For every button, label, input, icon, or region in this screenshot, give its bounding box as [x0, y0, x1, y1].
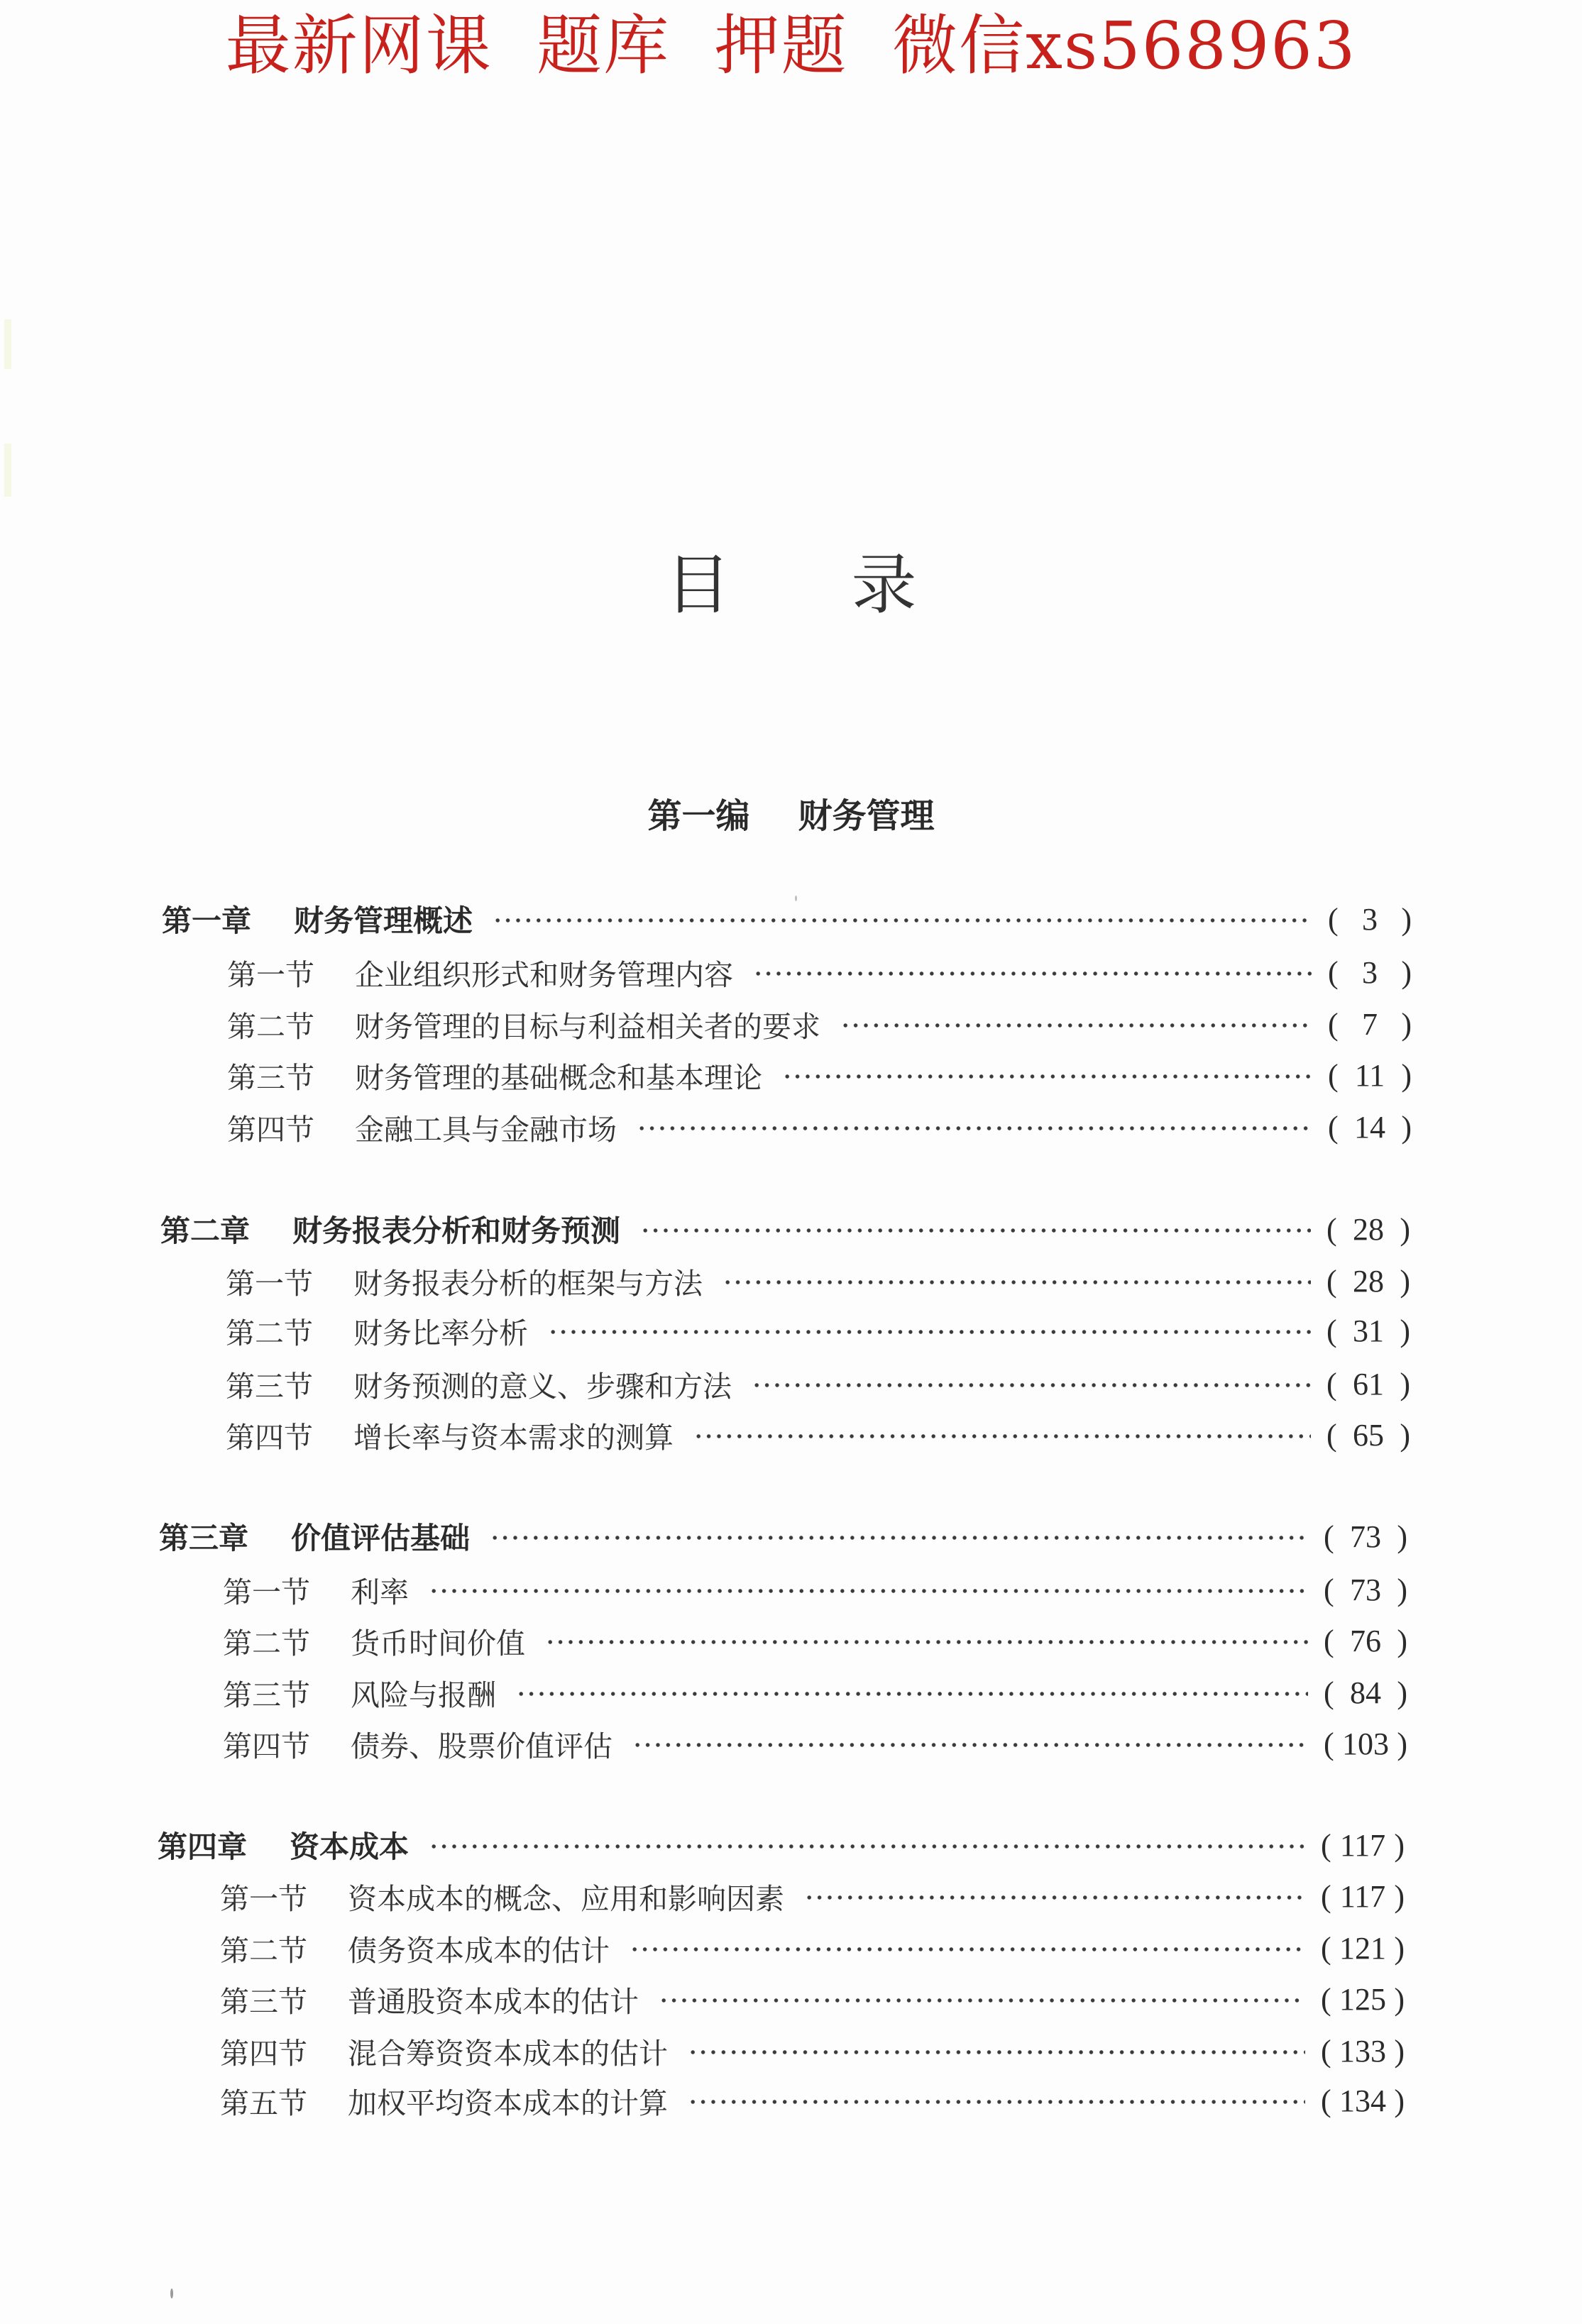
dot-leader	[723, 1279, 1311, 1285]
toc-section[interactable]	[220, 1925, 1405, 1971]
section-title: 货币时间价值	[351, 1626, 525, 1661]
chapter-title: 价值评估基础	[291, 1521, 471, 1555]
toc-section[interactable]	[223, 1567, 1407, 1612]
section-title: 普通股资本成本的估计	[348, 1984, 639, 2019]
toc-heading-char-2: 录	[851, 547, 917, 623]
dot-leader	[516, 1691, 1308, 1697]
section-number: 第四节	[223, 1729, 310, 1763]
section-title: 企业组织形式和财务管理内容	[355, 957, 733, 992]
toc-section[interactable]	[226, 1361, 1410, 1406]
page-ref: ( 3 )	[1328, 954, 1412, 990]
chapter-title: 资本成本	[290, 1829, 410, 1864]
toc-chapter-3[interactable]	[159, 1514, 1407, 1559]
dot-leader	[630, 1946, 1305, 1952]
page-ref: ( 7 )	[1328, 1006, 1412, 1042]
section-number: 第二节	[227, 1009, 314, 1044]
page-ref: ( 28 )	[1326, 1211, 1410, 1247]
toc-section[interactable]	[220, 1976, 1405, 2022]
toc-section[interactable]	[223, 1618, 1407, 1663]
toc-section[interactable]	[223, 1721, 1407, 1766]
toc-section[interactable]	[220, 2028, 1405, 2074]
toc-section[interactable]	[223, 1670, 1407, 1715]
section-number: 第一节	[220, 1881, 307, 1916]
page-ref: ( 73 )	[1324, 1519, 1407, 1554]
section-title: 加权平均资本成本的计算	[348, 2086, 668, 2120]
page-ref: ( 76 )	[1324, 1623, 1407, 1658]
watermark-banner: 最新网课 题库 押题 微信xs568963	[225, 8, 1357, 84]
page-ref: ( 28 )	[1326, 1263, 1410, 1299]
toc-heading	[0, 546, 1582, 624]
section-title: 资本成本的概念、应用和影响因素	[348, 1881, 784, 1916]
page-number: 3	[1362, 901, 1378, 937]
page-number: 121	[1339, 1930, 1386, 1966]
chapter-number: 第二章	[160, 1213, 251, 1248]
dot-leader	[804, 1895, 1305, 1900]
page-number: 31	[1353, 1313, 1384, 1348]
page-number: 103	[1342, 1726, 1389, 1761]
page-number: 133	[1339, 2033, 1386, 2069]
section-number: 第一节	[227, 957, 314, 992]
page-ref: ( 61 )	[1326, 1366, 1410, 1401]
section-title: 财务预测的意义、步骤和方法	[353, 1369, 732, 1404]
page-ref: ( 125 )	[1321, 1981, 1405, 2017]
section-number: 第四节	[227, 1112, 314, 1147]
section-number: 第二节	[220, 1933, 307, 1968]
page-ref: ( 14 )	[1328, 1109, 1412, 1145]
section-title: 财务报表分析的框架与方法	[353, 1266, 703, 1301]
page-ref: ( 117 )	[1321, 1827, 1405, 1863]
page-number: 3	[1362, 954, 1378, 990]
section-number: 第四节	[220, 2036, 307, 2071]
chapter-number: 第一章	[162, 903, 252, 938]
dot-leader	[545, 1639, 1308, 1645]
section-number: 第三节	[226, 1369, 313, 1404]
page-number: 11	[1354, 1057, 1385, 1093]
page-ref: ( 133 )	[1321, 2033, 1405, 2069]
dot-leader	[548, 1329, 1311, 1335]
section-number: 第三节	[223, 1678, 310, 1712]
section-title: 混合筹资资本成本的估计	[348, 2036, 668, 2071]
page-number: 84	[1350, 1675, 1381, 1710]
toc-section[interactable]	[227, 949, 1412, 995]
page-ref: ( 3 )	[1328, 901, 1412, 937]
page-ref: ( 73 )	[1324, 1572, 1407, 1607]
toc-section[interactable]	[226, 1412, 1410, 1458]
page-number: 7	[1362, 1006, 1378, 1042]
dot-leader	[429, 1844, 1305, 1849]
page-ref: ( 31 )	[1326, 1313, 1410, 1348]
section-title: 财务比率分析	[353, 1316, 528, 1350]
part-heading	[0, 791, 1582, 841]
page-ref: ( 117 )	[1321, 1878, 1405, 1914]
page-number: 65	[1353, 1417, 1384, 1453]
dot-leader	[782, 1074, 1312, 1079]
page-number: 28	[1353, 1263, 1384, 1299]
page-number: 61	[1353, 1366, 1384, 1401]
chapter-title: 财务报表分析和财务预测	[292, 1213, 621, 1248]
page-number: 117	[1339, 1827, 1386, 1863]
page-number: 125	[1339, 1981, 1386, 2017]
section-title: 财务管理的基础概念和基本理论	[355, 1060, 762, 1095]
chapter-number: 第三章	[159, 1521, 249, 1555]
section-number: 第二节	[226, 1316, 313, 1350]
dot-leader	[429, 1588, 1308, 1594]
toc-section[interactable]	[227, 1001, 1412, 1047]
section-title: 债券、股票价值评估	[351, 1729, 613, 1763]
section-title: 金融工具与金融市场	[355, 1112, 617, 1147]
page-ref: ( 11 )	[1328, 1057, 1412, 1093]
page-ref: ( 121 )	[1321, 1930, 1405, 1966]
dot-leader	[632, 1742, 1308, 1748]
dot-leader	[693, 1433, 1311, 1439]
page-number: 28	[1353, 1211, 1384, 1247]
page-number: 134	[1339, 2083, 1386, 2118]
section-title: 利率	[351, 1575, 409, 1609]
section-number: 第三节	[220, 1984, 307, 2019]
scan-edge-mark	[4, 444, 11, 497]
toc-section[interactable]	[220, 2078, 1405, 2123]
toc-section[interactable]	[226, 1308, 1410, 1353]
scan-edge-mark	[4, 319, 11, 369]
page-ref: ( 134 )	[1321, 2083, 1405, 2118]
section-title: 债务资本成本的估计	[348, 1933, 610, 1968]
section-title: 财务管理的目标与利益相关者的要求	[355, 1009, 820, 1044]
page-number: 76	[1350, 1623, 1381, 1658]
section-number: 第四节	[226, 1420, 313, 1455]
chapter-number: 第四章	[158, 1829, 248, 1864]
toc-chapter-4[interactable]	[158, 1822, 1405, 1868]
page-number: 73	[1350, 1572, 1381, 1607]
section-number: 第三节	[227, 1060, 314, 1095]
section-title: 风险与报酬	[351, 1678, 496, 1712]
dot-leader	[752, 1382, 1311, 1388]
toc-heading-char-1: 目	[665, 547, 731, 623]
chapter-title: 财务管理概述	[294, 903, 473, 938]
toc-section[interactable]	[226, 1258, 1410, 1304]
page-ref: ( 84 )	[1324, 1675, 1407, 1710]
dot-leader	[688, 2099, 1305, 2105]
dot-leader	[640, 1228, 1311, 1233]
part-name: 财务管理	[798, 796, 935, 836]
dot-leader	[840, 1023, 1312, 1028]
toc-chapter-2[interactable]	[160, 1206, 1410, 1252]
page-number: 14	[1354, 1109, 1385, 1145]
section-number: 第五节	[220, 2086, 307, 2120]
section-title: 增长率与资本需求的测算	[353, 1420, 674, 1455]
dot-leader	[753, 971, 1312, 976]
scan-speck	[170, 2289, 173, 2298]
section-number: 第一节	[226, 1266, 313, 1301]
section-number: 第二节	[223, 1626, 310, 1661]
toc-section[interactable]	[220, 1873, 1405, 1919]
page-number: 117	[1339, 1878, 1386, 1914]
dot-leader	[637, 1125, 1312, 1131]
dot-leader	[688, 2049, 1305, 2055]
toc-chapter-1[interactable]	[162, 896, 1412, 942]
toc-section[interactable]	[227, 1052, 1412, 1098]
part-number: 第一编	[647, 796, 750, 836]
page-number: 73	[1350, 1519, 1381, 1554]
page-ref: ( 65 )	[1326, 1417, 1410, 1453]
dot-leader	[490, 1535, 1308, 1541]
dot-leader	[659, 1998, 1305, 2003]
section-number: 第一节	[223, 1575, 310, 1609]
toc-section[interactable]	[227, 1104, 1412, 1150]
page-ref: ( 103 )	[1324, 1726, 1407, 1761]
dot-leader	[493, 918, 1312, 923]
